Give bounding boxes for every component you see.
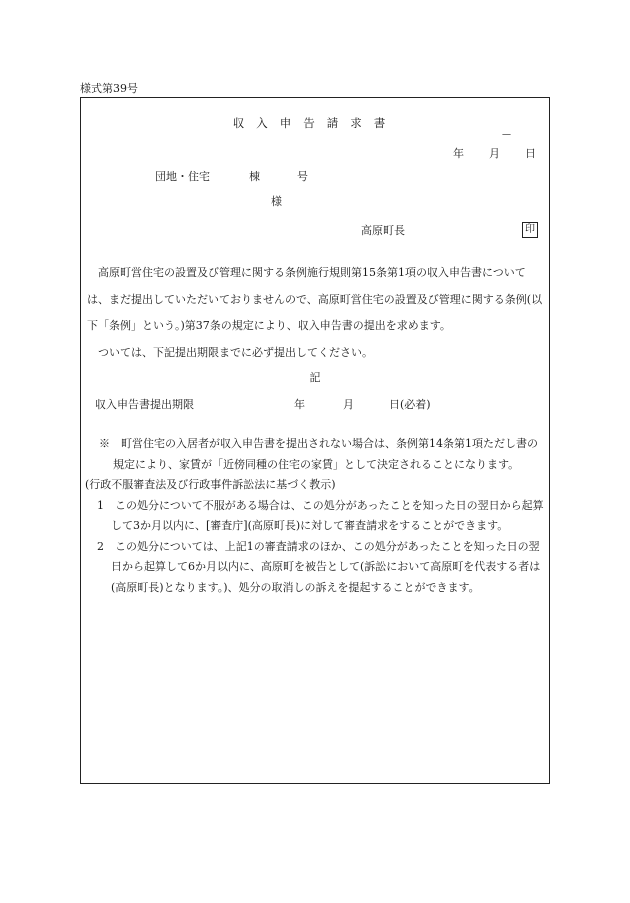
appeal-header: (行政不服審査法及び行政事件訴訟法に基づく教示) — [85, 478, 336, 491]
form-number: 様式第39号 — [80, 82, 138, 95]
gou-label: 号 — [297, 170, 308, 183]
date-year-label: 年 — [453, 147, 464, 160]
notes-section — [85, 434, 547, 598]
document-title: 収入申告請求書 — [232, 116, 398, 130]
body-paragraph-2: ついては、下記提出期限までに必ず提出してください。 — [98, 345, 373, 359]
date-month-label: 月 — [489, 147, 500, 160]
body-text — [87, 260, 547, 366]
appeal-item-1: 1 この処分について不服がある場合は、この処分があったことを知った日の翌日から起算して3か月以内に、[審査庁](高原町長)に対して審査請求をすることができます。 — [97, 498, 544, 532]
deadline-day-label: 日(必着) — [389, 398, 431, 411]
deadline-month-label: 月 — [343, 398, 354, 411]
body-paragraph-1: 高原町営住宅の設置及び管理に関する条例施行規則第15条第1項の収入申告書については、まだ提出していただいておりませんので、高原町営住宅の設置及び管理に関する条例(以下「条例」という。)第37条の規定により、収入申告書の提出を求めます。 — [87, 266, 543, 332]
recipient-suffix: 様 — [271, 195, 282, 208]
deadline-year-label: 年 — [294, 398, 305, 411]
seal-mark: 印 — [522, 222, 538, 238]
issuer-name: 高原町長 — [361, 224, 405, 237]
warning-note: ※ 町営住宅の入居者が収入申告書を提出されない場合は、条例第14条第1項ただし書の規定により、家賃が「近傍同種の住宅の家賃」として決定されることになります。 — [99, 437, 538, 471]
tou-label: 棟 — [249, 170, 260, 183]
dash-mark: — — [502, 130, 511, 140]
date-day-label: 日 — [525, 147, 536, 160]
form-frame — [80, 97, 550, 784]
danchi-label: 団地・住宅 — [155, 170, 210, 183]
deadline-label: 収入申告書提出期限 — [95, 398, 194, 411]
ki-heading: 記 — [309, 371, 321, 384]
appeal-item-2: 2 この処分については、上記1の審査請求のほか、この処分があったことを知った日の翌日から起算して6か月以内に、高原町を被告として(訴訟において高原町を代表する者は(高原町長)となります。)、処分の取消しの訴えを提起することができます。 — [97, 539, 541, 594]
